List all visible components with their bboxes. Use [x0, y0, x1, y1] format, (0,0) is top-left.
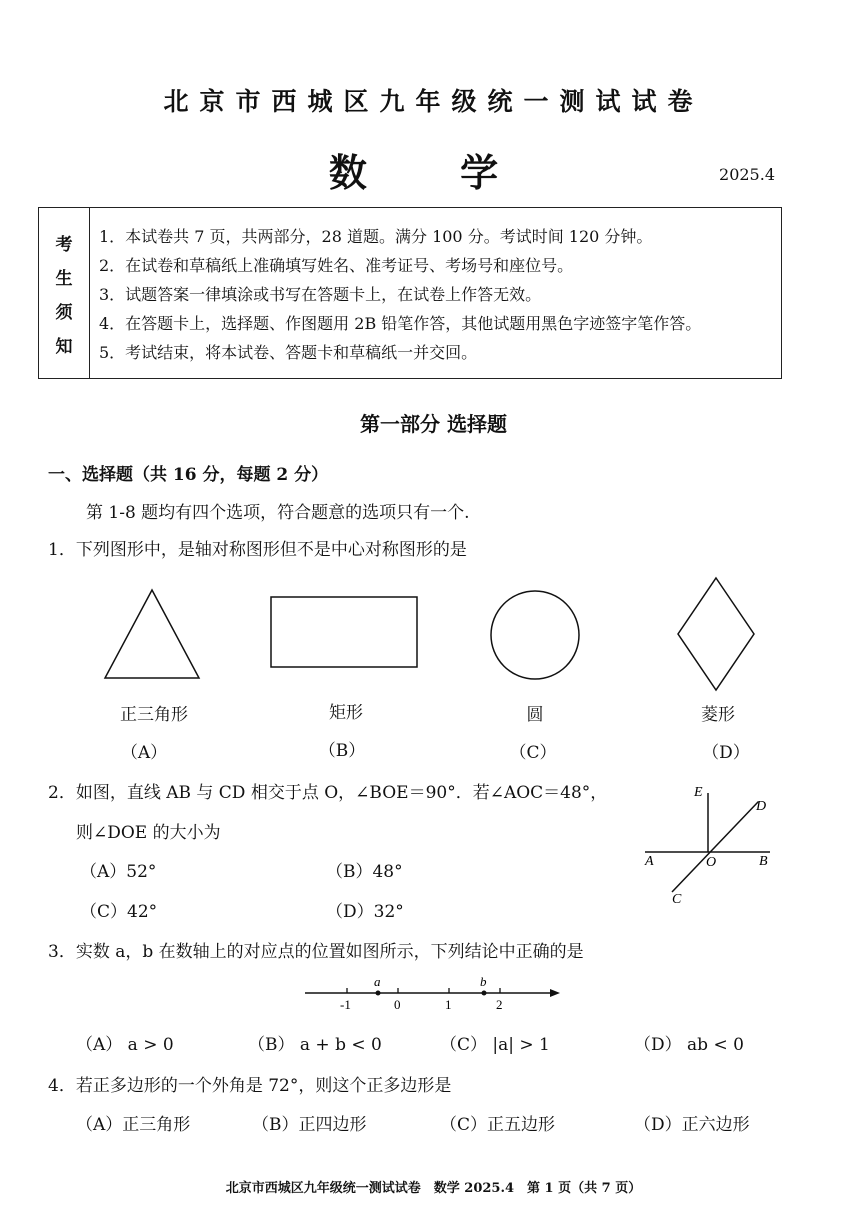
question-4-stem: 4．若正多边形的一个外角是 72°，则这个正多边形是 [48, 1076, 452, 1096]
notice-line: 4．在答题卡上，选择题、作图题用 2B 铅笔作答，其他试题用黑色字迹签字笔作答。 [99, 314, 702, 333]
label-c: C [672, 892, 682, 907]
question-4-option-d: （D）正六边形 [634, 1115, 750, 1135]
question-2-option-d: （D）32° [326, 902, 404, 922]
notice-side-char: 知 [55, 337, 73, 357]
shape-option-d: （D） [702, 743, 750, 763]
shape-name-b: 矩形 [329, 703, 363, 723]
question-4-option-a: （A）正三角形 [76, 1115, 191, 1135]
number-line-arrow-icon [550, 989, 560, 997]
question-1-stem: 1．下列图形中，是轴对称图形但不是中心对称图形的是 [48, 540, 467, 560]
label-a: A [645, 854, 654, 869]
shape-option-b: （B） [318, 741, 366, 761]
question-2-option-a: （A）52° [80, 862, 157, 882]
question-3-option-d: （D） ab < 0 [634, 1035, 744, 1055]
tick-label: 1 [445, 997, 452, 1012]
notice-side-char: 生 [55, 269, 73, 289]
label-b: B [759, 854, 768, 869]
point-a [376, 991, 381, 996]
subject-title: 数 学 [328, 150, 539, 195]
tick-label: -1 [340, 997, 351, 1012]
tick-label: 2 [496, 997, 503, 1012]
exam-date: 2025.4 [719, 165, 775, 184]
section-heading: 一、选择题（共 16 分，每题 2 分） [48, 465, 329, 485]
section-instruction: 第 1-8 题均有四个选项，符合题意的选项只有一个. [86, 503, 470, 523]
point-a-label: a [374, 974, 381, 989]
notice-line: 2．在试卷和草稿纸上准确填写姓名、准考证号、考场号和座位号。 [99, 256, 574, 275]
part-title: 第一部分 选择题 [360, 412, 507, 436]
point-b [482, 991, 487, 996]
shape-option-a: （A） [120, 743, 168, 763]
label-d: D [756, 799, 767, 814]
tick-label: 0 [394, 997, 401, 1012]
notice-line: 5．考试结束，将本试卷、答题卡和草稿纸一并交回。 [99, 343, 478, 362]
question-3-option-b: （B） a + b < 0 [248, 1035, 382, 1055]
shape-name-d: 菱形 [701, 705, 735, 725]
notice-line: 3．试题答案一律填涂或书写在答题卡上，在试卷上作答无效。 [99, 285, 542, 304]
question-2-stem: 2．如图，直线 AB 与 CD 相交于点 O，∠BOE＝90°．若∠AOC＝48°， [48, 783, 608, 803]
notice-side-char: 考 [55, 235, 73, 255]
shape-name-a: 正三角形 [120, 705, 188, 725]
page-footer: 北京市西城区九年级统一测试试卷 数学 2025.4 第 1 页（共 7 页） [225, 1181, 642, 1196]
question-4-option-c: （C）正五边形 [440, 1115, 556, 1135]
shape-option-c: （C） [509, 743, 557, 763]
question-2-stem-continued: 则∠DOE 的大小为 [76, 823, 221, 843]
point-b-label: b [480, 974, 487, 989]
label-e: E [694, 785, 703, 800]
label-o: O [706, 855, 717, 870]
notice-side-char: 须 [55, 303, 73, 323]
question-4-option-b: （B）正四边形 [252, 1115, 367, 1135]
question-3-option-c: （C） |a| > 1 [440, 1035, 550, 1055]
question-2-option-b: （B）48° [326, 862, 403, 882]
notice-line: 1．本试卷共 7 页，共两部分，28 道题。满分 100 分。考试时间 120 分钟。 [99, 227, 653, 246]
shape-name-c: 圆 [526, 705, 544, 725]
exam-title: 北京市西城区九年级统一测试试卷 [163, 87, 704, 116]
question-2-option-c: （C）42° [80, 902, 158, 922]
question-3-option-a: （A） a > 0 [76, 1035, 174, 1055]
question-3-stem: 3．实数 a，b 在数轴上的对应点的位置如图所示，下列结论中正确的是 [48, 942, 584, 962]
